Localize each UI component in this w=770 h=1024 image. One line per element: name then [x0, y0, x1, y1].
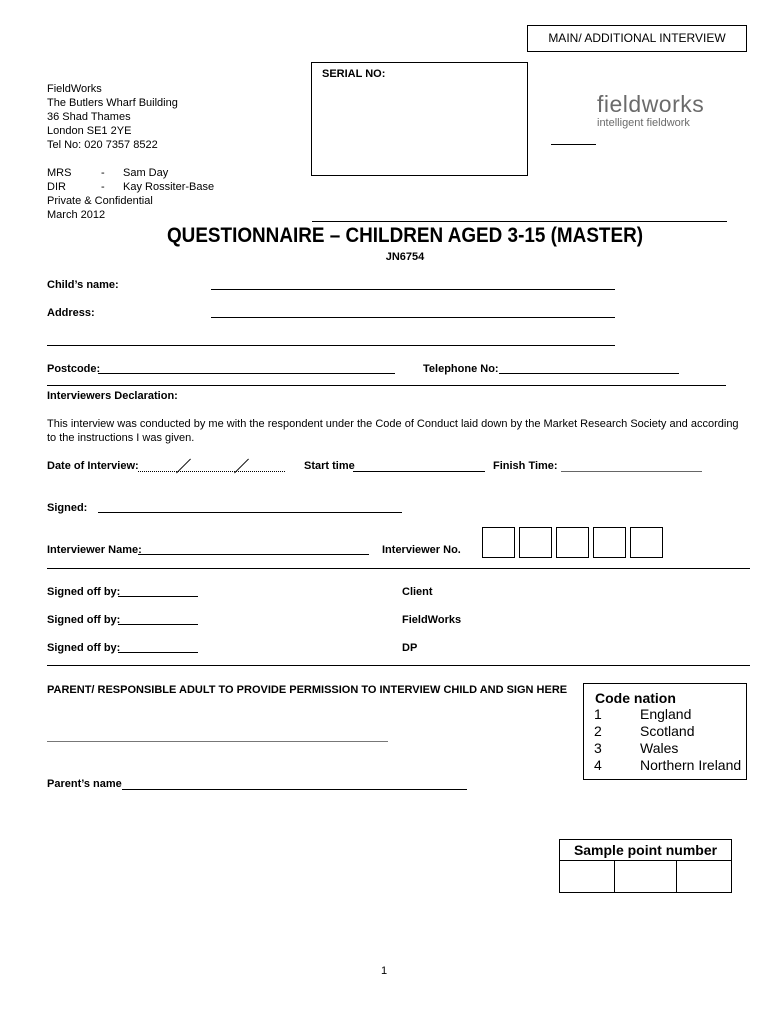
- interviewer-no-label: Interviewer No.: [382, 544, 461, 556]
- parent-signature-field[interactable]: [47, 741, 388, 742]
- interviewer-no-digit-box[interactable]: [556, 527, 589, 558]
- contact-row: [47, 180, 215, 194]
- childs-name-field[interactable]: [211, 289, 615, 290]
- sample-point-cell-divider: [614, 861, 615, 892]
- serial-label: SERIAL NO:: [322, 68, 386, 80]
- contact-row: [47, 166, 169, 180]
- fieldworks-logo: [597, 92, 704, 129]
- start-time-field[interactable]: [353, 471, 485, 472]
- declaration-heading: Interviewers Declaration:: [47, 390, 178, 402]
- sample-point-box: [559, 839, 732, 893]
- interviewer-name-field[interactable]: [138, 554, 369, 555]
- serial-number-box: [311, 62, 528, 176]
- postcode-field[interactable]: [98, 373, 395, 374]
- interviewer-name-label: Interviewer Name:: [47, 544, 142, 556]
- logo-underline: [551, 144, 596, 145]
- confidential-label: Private & Confidential: [47, 195, 153, 207]
- page-title: QUESTIONNAIRE – CHILDREN AGED 3-15 (MASTER): [166, 224, 644, 247]
- section-divider: [47, 568, 750, 569]
- company-address: [47, 82, 178, 152]
- code-nation-box: [583, 683, 747, 780]
- contact-separator: -: [101, 167, 105, 179]
- signoff-party-client: Client: [402, 586, 433, 598]
- postcode-label: Postcode:: [47, 363, 101, 375]
- address-line: FieldWorks: [47, 83, 102, 95]
- declaration-text: to the instructions I was given.: [47, 432, 195, 444]
- date-of-interview-label: Date of Interview:: [47, 460, 139, 472]
- nation-code: 3: [594, 740, 602, 756]
- parent-permission-label: PARENT/ RESPONSIBLE ADULT TO PROVIDE PERMISSION TO INTERVIEW CHILD AND SIGN HERE: [47, 684, 568, 696]
- finish-time-label: Finish Time:: [493, 460, 558, 472]
- nation-code: 4: [594, 757, 602, 773]
- declaration-text: This interview was conducted by me with the respondent under the Code of Conduct laid down by the Market Research Society and according: [47, 418, 739, 430]
- parents-name-label: Parent’s name: [47, 778, 122, 790]
- nation-name: Wales: [640, 740, 679, 756]
- interviewer-no-digit-box[interactable]: [482, 527, 515, 558]
- signoff-party-dp: DP: [402, 642, 418, 654]
- logo-tagline: intelligent fieldwork: [597, 117, 690, 129]
- finish-time-field[interactable]: [561, 471, 702, 472]
- signed-off-field[interactable]: [118, 596, 198, 597]
- signed-off-field[interactable]: [118, 652, 198, 653]
- contacts-block: [47, 166, 215, 222]
- interviewer-no-digit-box[interactable]: [519, 527, 552, 558]
- nation-name: Northern Ireland: [640, 757, 742, 773]
- signed-off-label: Signed off by:: [47, 614, 121, 626]
- address-line: London SE1 2YE: [47, 125, 132, 137]
- date-of-interview-field[interactable]: [138, 471, 285, 472]
- contact-role: MRS: [47, 167, 72, 179]
- address-field-line-2[interactable]: [47, 345, 615, 346]
- signoff-party-fieldworks: FieldWorks: [402, 614, 462, 626]
- page-number: 1: [381, 965, 388, 977]
- start-time-label: Start time: [304, 460, 355, 472]
- nation-code: 2: [594, 723, 602, 739]
- address-field-line-1[interactable]: [211, 317, 615, 318]
- document-date: March 2012: [47, 209, 106, 221]
- address-line: Tel No: 020 7357 8522: [47, 139, 158, 151]
- telephone-label: Telephone No:: [423, 363, 499, 375]
- signed-label: Signed:: [47, 502, 88, 514]
- childs-name-label: Child’s name:: [47, 279, 119, 291]
- section-divider: [47, 665, 750, 666]
- contact-name: Kay Rossiter-Base: [123, 181, 215, 193]
- nation-name: England: [640, 706, 692, 722]
- signed-off-label: Signed off by:: [47, 586, 121, 598]
- interviewer-no-digit-box[interactable]: [593, 527, 626, 558]
- sample-point-cell-divider: [676, 861, 677, 892]
- address-line: 36 Shad Thames: [47, 111, 131, 123]
- nation-name: Scotland: [640, 723, 695, 739]
- interview-type-box: MAIN/ ADDITIONAL INTERVIEW: [527, 25, 747, 52]
- signed-off-field[interactable]: [118, 624, 198, 625]
- job-number: JN6754: [385, 251, 425, 263]
- parents-name-field[interactable]: [122, 789, 467, 790]
- interviewer-no-digit-box[interactable]: [630, 527, 663, 558]
- header-divider: [312, 221, 727, 222]
- sample-point-header: Sample point number: [560, 840, 731, 861]
- signed-off-label: Signed off by:: [47, 642, 121, 654]
- telephone-field[interactable]: [499, 373, 679, 374]
- address-line: The Butlers Wharf Building: [47, 97, 178, 109]
- code-nation-title: Code nation: [595, 690, 676, 706]
- signed-field[interactable]: [98, 512, 402, 513]
- section-divider: [47, 385, 726, 386]
- contact-role: DIR: [47, 181, 66, 193]
- nation-code: 1: [594, 706, 602, 722]
- address-label: Address:: [47, 307, 95, 319]
- contact-name: Sam Day: [123, 167, 169, 179]
- contact-separator: -: [101, 181, 105, 193]
- logo-wordmark: fieldworks: [597, 91, 705, 117]
